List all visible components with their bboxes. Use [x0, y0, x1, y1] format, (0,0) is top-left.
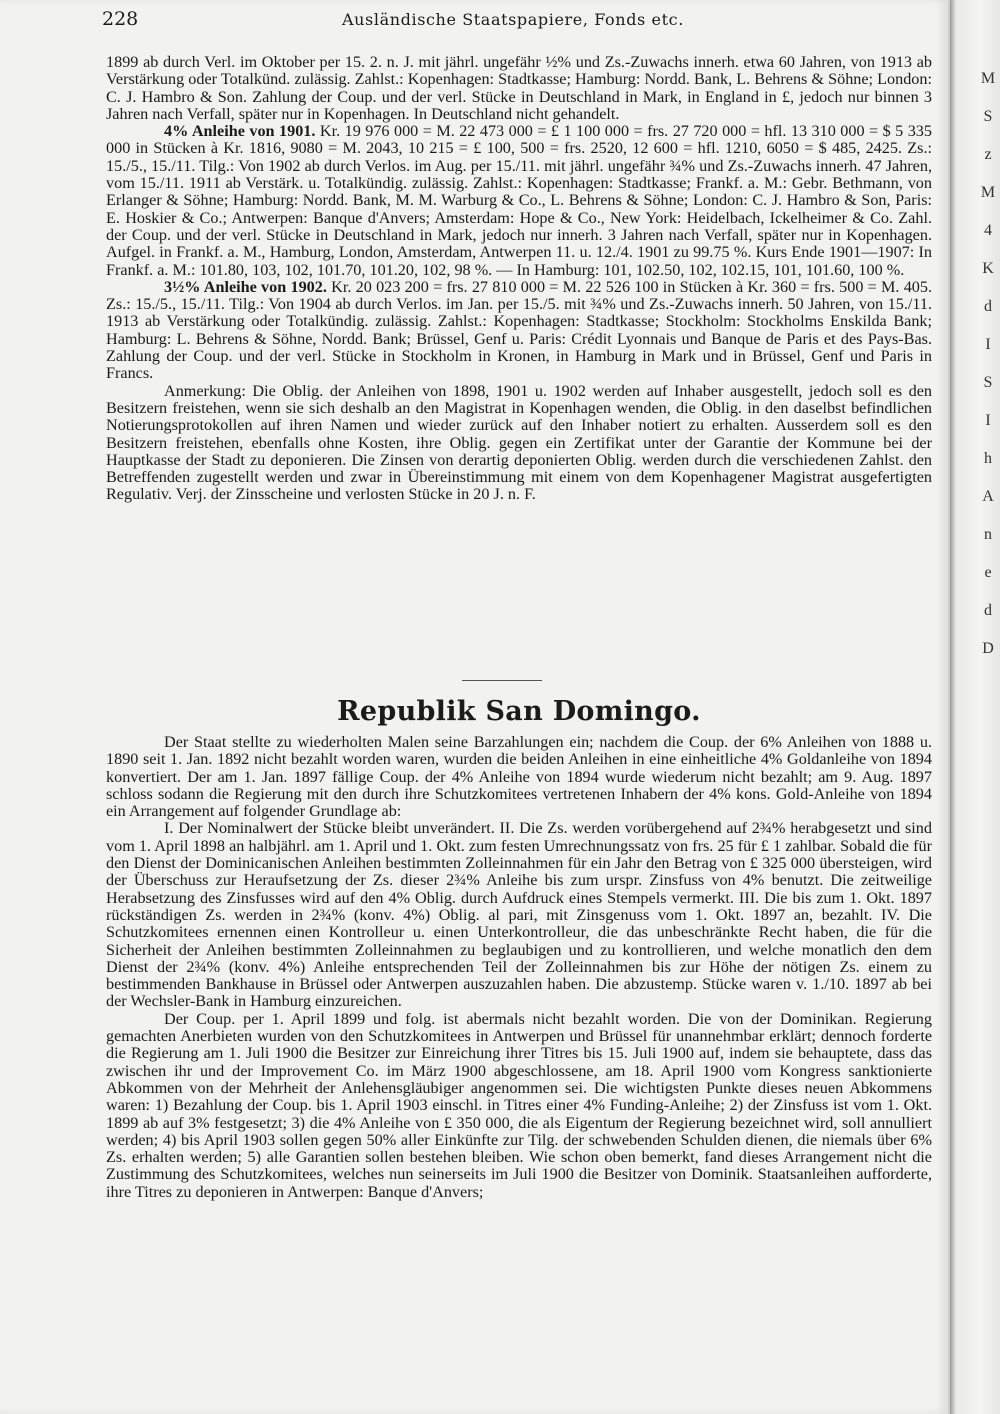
san-domingo-section: [106, 734, 932, 1201]
loan-1902-body: Kr. 20 023 200 = frs. 27 810 000 = M. 22 526 100 in Stücken à Kr. 360 = frs. 500 = M. 405. Zs.: 15./5., 15./11. Tilg.: Von 1904 ab durch Verlos. im Jan. per 15./5. mit ¾% und Zs.-Zuwachs innerh. 50 Jahren, von 15./11. 1913 ab Verstärkung oder Totalkündig. zulässig. Zahlst.: Kopenhagen: Stadtkasse; Stockholm: Stockholms Enskilda Bank; Hamburg: L. Behrens & Söhne, Nordd. Bank; Brüssel, Genf u. Paris: Crédit Lyonnais und Banque de Paris et des Pays-Bas. Zahlung der Coup. und der verl. Stücke in Stockholm in Kronen, in Hamburg in Mark und in Brüssel, Genf und Paris in Francs.: [106, 277, 933, 383]
paragraph: Der Coup. per 1. April 1899 und folg. ist abermals nicht bezahlt worden. Die von der Dominikan. Regierung gemachten Anerbieten wurden von den Schutzkomitees in Antwerpen und Brüssel für unannehmbar erklärt; dennoch forderte die Regierung am 1. Juli 1900 die Besitzer zur Einreichung ihrer Titres bis 15. Juli 1900 auf, indem sie behauptete, dass das zwischen ihr und der Improvement Co. im März 1900 abgeschlossene, am 18. April 1900 vom Kongress sanktionierte Abkommen von der Mehrheit der Anlehensgläubiger angenommen sei. Die wichtigsten Punkte dieses neuen Abkommens waren: 1) Bezahlung der Coup. bis 1. April 1903 einschl. in Titres einer 4% Funding-Anleihe; 2) der Zinsfuss ist vom 1. Okt. 1899 ab auf 3% festgesetzt; 3) die 4% Anleihe von £ 350 000, die als Eigentum der Regierung bezeichnet wird, soll annulliert werden; 4) bis April 1903 sollen gegen 50% aller Einkünfte zur Tilg. der schwebenden Schulden dienen, die niemals über 6% Zs. erhalten werden; 5) alle Garantien sollen bestehen bleiben. Wie schon oben bemerkt, fand dieses Arrangement nicht die Zustimmung des Schutzkomitees, welches nun seinerseits im Juli 1900 die Besitzer von Dominik. Staatsanleihen aufforderte, ihre Titres zu deponieren in Antwerpen: Banque d'Anvers;: [106, 1009, 932, 1201]
denmark-loans-section: [106, 54, 932, 504]
loan-1902-paragraph: [106, 279, 932, 383]
loan-1901-heading: 4% Anleihe von 1901.: [164, 122, 316, 141]
page-header: [102, 8, 942, 34]
loan-1902-heading: 3½% Anleihe von 1902.: [164, 277, 327, 296]
running-title: Ausländische Staatspapiere, Fonds etc.: [342, 10, 684, 29]
paragraph: Der Staat stellte zu wiederholten Malen seine Barzahlungen ein; nachdem die Coup. der 6% Anleihen von 1888 u. 1890 seit 1. Jan. 1892 nicht bezahlt worden waren, wurden die beiden Anleihen in eine einheitliche 4% Goldanleihe von 1894 konvertiert. Der am 1. Jan. 1897 fällige Coup. der 4% Anleihe von 1894 wurde wiederum nicht bezahlt; am 9. Aug. 1897 schloss sodann die Regierung mit den durch ihre Schutzkomitees vertretenen Inhabern der 4% kons. Gold-Anleihe von 1894 ein Arrangement auf folgender Grundlage ab:: [106, 733, 932, 821]
section-title: Republik San Domingo.: [337, 696, 701, 727]
section-divider: [462, 680, 542, 681]
facing-page-letters: M S z M 4 K d I S I h A n e d D: [980, 70, 996, 657]
continued-paragraph: 1899 ab durch Verl. im Oktober per 15. 2. n. J. mit jährl. ungefähr ½% und Zs.-Zuwachs innerh. etwa 60 Jahren, von 1913 ab Verstärkung oder Totalkünd. zulässig. Zahlst.: Kopenhagen: Stadtkasse; Hamburg: Nordd. Bank, L. Behrens & Söhne; London: C. J. Hambro & Son. Zahlung der Coup. und der verl. Stücke in Deutschland in Mark, in England in £, jedoch nur binnen 3 Jahren nach Verfall, später nur in Kopenhagen. In Deutschland nicht gehandelt.: [106, 53, 932, 123]
loan-1901-body: Kr. 19 976 000 = M. 22 473 000 = £ 1 100 000 = frs. 27 720 000 = hfl. 13 310 000 = $ 5 335 000 in Stücken à Kr. 1816, 9080 = M. 2043, 10 215 = £ 100, 500 = frs. 2520, 12 600 = hfl. 1210, 6050 = $ 485, 2425. Zs.: 15./5., 15./11. Tilg.: Von 1902 ab durch Verlos. im Aug. per 15./11. mit jährl. ungefähr ¾% und Zs.-Zuwachs innerh. 47 Jahren, vom 15./11. 1911 ab Verstärk. u. Totalkündig. zulässig. Zahlst.: Kopenhagen: Stadtkasse; Frankf. a. M.: Gebr. Bethmann, von Erlanger & Söhne; Hamburg: Nordd. Bank, M. M. Warburg & Co., L. Behrens & Söhne; London: C. J. Hambro & Son, Paris: E. Hoskier & Co.; Antwerpen: Banque d'Anvers; Amsterdam: Hope & Co., New York: Heidelbach, Ickelheimer & Co. Zahl. der Coup. und der verl. Stücke in Deutschland in Mark, jedoch nur innerh. 3 Jahren nach Verfall, später nur in Kopenhagen. Aufgel. in Frankf. a. M., Hamburg, London, Amsterdam, Antwerpen 11. u. 12./4. 1901 zu 99.75 %. Kurs Ende 1901—1907: In Frankf. a. M.: 101.80, 103, 102, 101.70, 101.20, 102, 98 %. — In Hamburg: 101, 102.50, 102, 102.15, 101, 101.60, 100 %.: [106, 122, 932, 279]
paragraph: I. Der Nominalwert der Stücke bleibt unverändert. II. Die Zs. werden vorübergehend auf 2¾% herabgesetzt und sind vom 1. April 1898 an halbjährl. am 1. April und 1. Okt. zum festen Umrechnungssatz von frs. 25 für £ 1 zahlbar. Sobald die für den Dienst der Dominicanischen Anleihen bestimmten Zolleinnahmen für ein Jahr den Betrag von £ 325 000 übersteigen, wird der Überschuss zur Heraufsetzung der Zs. dieser 2¾% Anleihe bis zum urspr. Zinsfuss von 4% benutzt. Die zeitweilige Herabsetzung des Zinsfusses wird auf den 4% Oblig. durch Aufdruck eines Stempels vermerkt. III. Die bis zum 1. Okt. 1897 rückständigen Zs. werden in 2¾% (konv. 4%) Oblig. al pari, mit Zinsgenuss vom 1. Okt. 1897 an, bezahlt. IV. Die Schutzkomitees ernennen einen Kontrolleur u. einen Unterkontrolleur, die das unbeschränkte Recht haben, die für die Sicherheit der Anleihen bestimmten Zolleinnahmen zu beglaubigen und zu kontrollieren, und welche monatlich den dem Dienst der 2¾% (konv. 4%) Anleihe entsprechenden Teil der Zolleinnahmen bis zur Höhe der nötigen Zs. einem zu bestimmenden Bankhause in Brüssel oder Antwerpen auszuzahlen haben. Die abzustemp. Stücke waren v. 1./10. 1897 ab bei der Wechsler-Bank in Hamburg einzureichen.: [106, 819, 932, 1011]
loan-1901-paragraph: [106, 123, 932, 279]
page-number: 228: [102, 8, 139, 30]
note-paragraph: Anmerkung: Die Oblig. der Anleihen von 1898, 1901 u. 1902 werden auf Inhaber ausgestellt, jedoch soll es den Besitzern freistehen, wenn sie sich deshalb an den Magistrat in Kopenhagen wenden, die Oblig. in den daselbst befindlichen Notierungsprotokollen auf ihren Namen und wieder zurück auf den Inhaber notiert zu erhalten. Ausserdem soll es den Besitzern freistehen, ebenfalls ohne Kosten, ihre Oblig. gegen ein Zertifikat unter der Garantie der Kommune bei der Hauptkasse der Stadt zu deponieren. Die Zinsen von derartig deponierten Oblig. werden durch die verschiedenen Zahlst. den Betreffenden zugestellt werden und zwar in Übereinstimmung mit einem von dem Kopenhagener Magistrat ausgefertigten Regulativ. Verj. der Zinsscheine und verlosten Stücke in 20 J. n. F.: [106, 381, 932, 504]
